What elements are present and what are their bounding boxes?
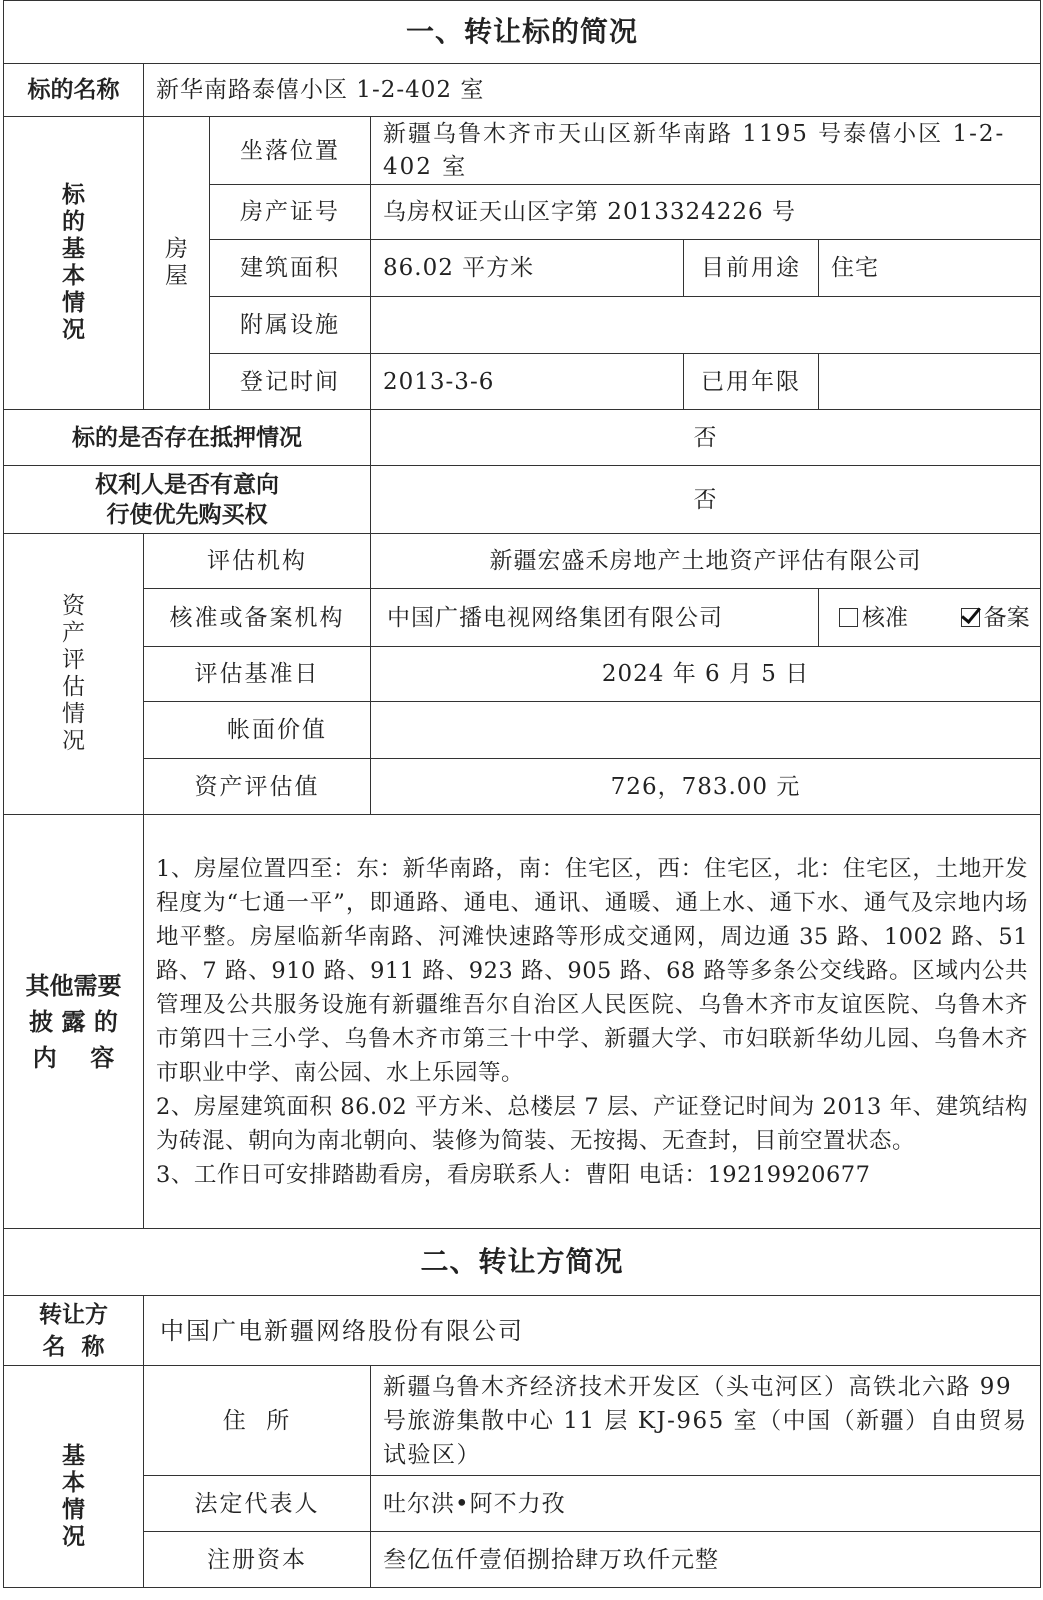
eval-org-label: 评估机构 [144,534,371,589]
transferor-basic-label: 基 本 情 况 [4,1366,144,1588]
other-disclosure-content [144,815,1041,1229]
capital-value: 叁亿伍仟壹佰捌拾肆万玖仟元整 [371,1532,1041,1588]
asset-value-label: 资产评估值 [144,759,371,815]
cert-value: 乌房权证天山区字第 2013324226 号 [371,185,1041,240]
subject-name-value: 新华南路泰僖小区 1-2-402 室 [144,64,1041,117]
usage-label: 目前用途 [684,240,819,297]
disclosure-paragraph-2: 2、房屋建筑面积 86.02 平方米、总楼层 7 层、产证登记时间为 2013 年、建筑结构为砖混、朝向为南北朝向、装修为简装、无按揭、无查封，目前空置状态。 [156,1093,1029,1154]
usage-value: 住宅 [819,240,1041,297]
subject-name-label: 标的名称 [4,64,144,117]
approve-org-value: 中国广播电视网络集团有限公司 [371,589,819,647]
approve-org-label: 核准或备案机构 [144,589,371,647]
other-disclosure-label: 其他需要 披 露 的 内 容 [4,815,144,1229]
disclosure-paragraph-3: 3、工作日可安排踏勘看房，看房联系人：曹阳 电话：19219920677 [156,1161,871,1188]
asset-eval-label: 资 产 评 估 情 况 [4,534,144,815]
priority-value: 否 [371,466,1041,534]
reg-time-value: 2013-3-6 [371,354,684,410]
section2-title: 二、转让方简况 [4,1229,1041,1296]
house-label: 房 屋 [144,117,210,410]
cert-label: 房产证号 [210,185,371,240]
approve-options [819,589,1041,647]
record-checkbox[interactable] [961,608,980,627]
approve-checkbox[interactable] [839,608,858,627]
asset-value-value: 726，783.00 元 [371,759,1041,815]
mortgage-label: 标的是否存在抵押情况 [4,410,371,466]
eval-date-label: 评估基准日 [144,647,371,702]
reg-time-label: 登记时间 [210,354,371,410]
facility-value [371,297,1041,354]
address-value: 新疆乌鲁木齐经济技术开发区（头屯河区）高铁北六路 99 号旅游集散中心 11 层 KJ-965 室（中国（新疆）自由贸易试验区） [371,1366,1041,1476]
transfer-table [3,0,1041,1588]
book-value-label: 帐面价值 [144,702,371,759]
capital-label: 注册资本 [144,1532,371,1588]
location-value: 新疆乌鲁木齐市天山区新华南路 1195 号泰僖小区 1-2-402 室 [371,117,1041,185]
basic-info-label: 标 的 基 本 情 况 [4,117,144,410]
section1-title: 一、转让标的简况 [4,1,1041,64]
location-label: 坐落位置 [210,117,371,185]
legal-rep-value: 吐尔洪•阿不力孜 [371,1476,1041,1532]
mortgage-value: 否 [371,410,1041,466]
area-value: 86.02 平方米 [371,240,684,297]
record-option-label: 备案 [983,604,1030,631]
used-years-value [819,354,1041,410]
disclosure-paragraph-1: 1、房屋位置四至：东：新华南路，南：住宅区，西：住宅区，北：住宅区，土地开发程度为“七通一平”，即通路、通电、通讯、通暖、通上水、通下水、通气及宗地内场地平整。房屋临新华南路、河滩快速路等形成交通网，周边通 35 路、1002 路、51 路、7 路、910 路、911 路、923 路、905 路、68 路等多条公交线路。区域内公共管理及公共服务设施有新疆维吾尔自治区人民医院、乌鲁木齐市友谊医院、乌鲁木齐市第四十三小学、乌鲁木齐市第三十中学、新疆大学、市妇联新华幼儿园、乌鲁木齐市职业中学、南公园、水上乐园等。 [156,855,1029,1086]
transferor-name-value: 中国广电新疆网络股份有限公司 [144,1296,1041,1366]
area-label: 建筑面积 [210,240,371,297]
legal-rep-label: 法定代表人 [144,1476,371,1532]
eval-org-value: 新疆宏盛禾房地产土地资产评估有限公司 [371,534,1041,589]
address-label: 住 所 [144,1366,371,1476]
priority-label: 权利人是否有意向 行使优先购买权 [4,466,371,534]
book-value-value [371,702,1041,759]
facility-label: 附属设施 [210,297,371,354]
transferor-name-label: 转让方 名 称 [4,1296,144,1366]
approve-option-label: 核准 [862,604,908,631]
transfer-document [3,0,1040,1600]
used-years-label: 已用年限 [684,354,819,410]
eval-date-value: 2024 年 6 月 5 日 [371,647,1041,702]
